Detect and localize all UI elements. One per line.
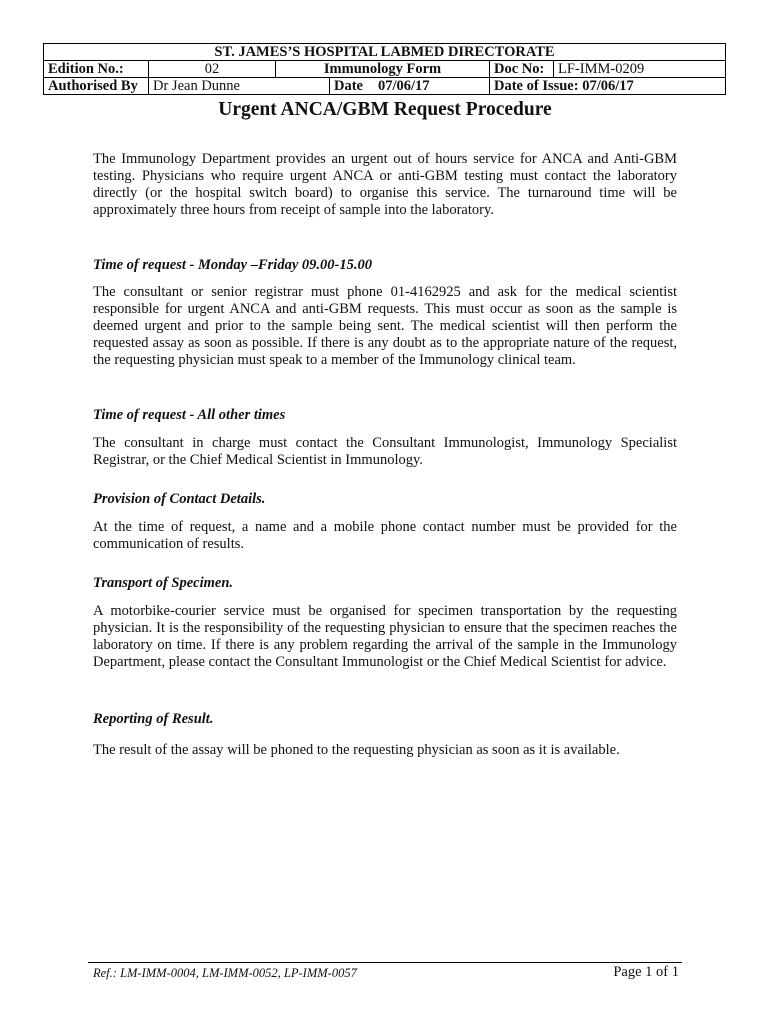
date-value: 07/06/17: [378, 78, 430, 94]
document-header-table: [43, 43, 726, 95]
footer-divider: [88, 962, 682, 963]
section-body-other-times: The consultant in charge must contact the Consultant Immunologist, Immunology Specialist Registrar, or the Chief Medical Scientist in Immunology.: [93, 435, 677, 468]
authorised-by-value: Dr Jean Dunne: [153, 78, 240, 94]
date-label: Date: [329, 78, 378, 94]
date-of-issue: Date of Issue: 07/06/17: [490, 78, 726, 95]
page-title: Urgent ANCA/GBM Request Procedure: [218, 99, 552, 120]
directorate-title: ST. JAMES’S HOSPITAL LABMED DIRECTORATE: [44, 44, 726, 61]
doc-no-value: LF-IMM-0209: [554, 61, 726, 78]
section-heading-other-times: Time of request - All other times: [93, 407, 286, 423]
section-body-reporting: The result of the assay will be phoned to the requesting physician as soon as it is available.: [93, 742, 620, 758]
section-body-transport: A motorbike-courier service must be organised for specimen transportation by the requesting physician. It is the responsibility of the requesting physician to ensure that the specimen reaches the laboratory on time. If there is any problem regarding the arrival of the sample in the Immunology Department, please contact the Consultant Immunologist or the Chief Medical Scientist for advice.: [93, 603, 677, 670]
section-heading-weekday-request: Time of request - Monday –Friday 09.00-15.00: [93, 257, 372, 273]
footer-references: Ref.: LM-IMM-0004, LM-IMM-0052, LP-IMM-0057: [93, 966, 357, 980]
section-body-weekday-request: The consultant or senior registrar must phone 01-4162925 and ask for the medical scientist responsible for urgent ANCA and anti-GBM requests. This must occur as soon as the sample is deemed urgent and prior to the sample being sent. The medical scientist will then perform the requested assay as soon as possible. If there is any doubt as to the appropriate nature of the request, the requesting physician must speak to a member of the Immunology clinical team.: [93, 284, 677, 368]
intro-paragraph: The Immunology Department provides an urgent out of hours service for ANCA and Anti-GBM testing. Physicians who require urgent ANCA or anti-GBM testing must contact the laboratory directly (or the hospital switch board) to organise this service. The turnaround time will be approximately three hours from receipt of sample into the laboratory.: [93, 151, 677, 218]
section-heading-reporting: Reporting of Result.: [93, 711, 214, 727]
doc-no-label: Doc No:: [490, 61, 554, 78]
edition-label: Edition No.:: [44, 61, 149, 78]
form-name: Immunology Form: [276, 61, 490, 78]
section-heading-transport: Transport of Specimen.: [93, 575, 234, 591]
authorised-by-label: Authorised By: [44, 78, 149, 95]
section-body-contact-details: At the time of request, a name and a mobile phone contact number must be provided for the communication of results.: [93, 519, 677, 552]
section-heading-contact-details: Provision of Contact Details.: [93, 491, 266, 507]
edition-value: 02: [149, 61, 276, 78]
page-number: Page 1 of 1: [613, 964, 679, 980]
